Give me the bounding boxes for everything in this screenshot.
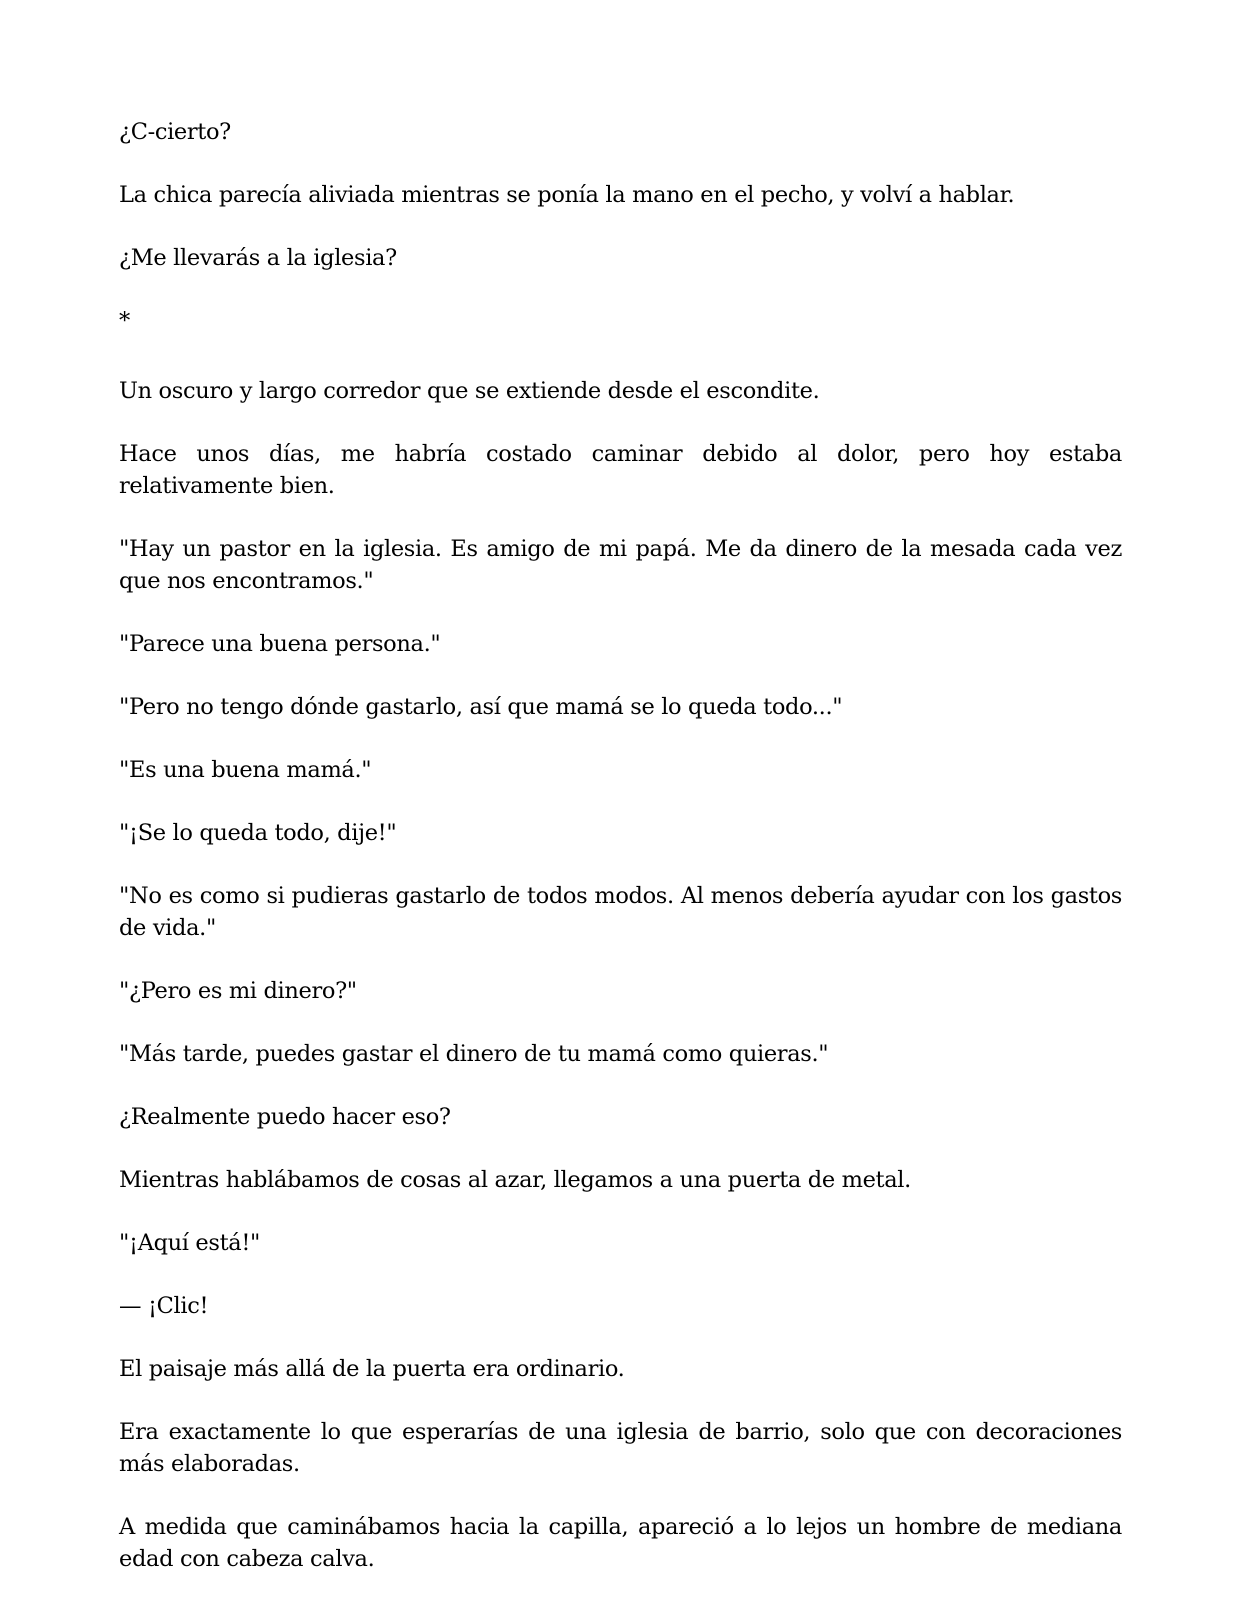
paragraph: ¿Realmente puedo hacer eso? [119,1104,451,1130]
paragraph: "¿Pero es mi dinero?" [119,978,357,1004]
paragraph: "Hay un pastor en la iglesia. Es amigo de mi papá. Me da dinero de la mesada cada vez que nos encontramos." [119,536,1122,594]
paragraph: A medida que caminábamos hacia la capilla, apareció a lo lejos un hombre de mediana edad con cabeza calva. [119,1514,1122,1572]
paragraph: ¿Me llevarás a la iglesia? [119,245,397,271]
paragraph: Hace unos días, me habría costado caminar debido al dolor, pero hoy estaba relativamente bien. [119,441,1122,499]
paragraph: "No es como si pudieras gastarlo de todos modos. Al menos debería ayudar con los gastos de vida." [119,883,1122,941]
paragraph: El paisaje más allá de la puerta era ordinario. [119,1356,625,1382]
paragraph: Mientras hablábamos de cosas al azar, llegamos a una puerta de metal. [119,1167,911,1193]
paragraph: "Pero no tengo dónde gastarlo, así que mamá se lo queda todo..." [119,694,843,720]
document-body [119,116,1122,1606]
paragraph: "¡Se lo queda todo, dije!" [119,820,397,846]
paragraph: "Es una buena mamá." [119,757,372,783]
paragraph: — ¡Clic! [119,1293,209,1319]
paragraph: Un oscuro y largo corredor que se extiende desde el escondite. [119,378,820,404]
paragraph: "Más tarde, puedes gastar el dinero de tu mamá como quieras." [119,1041,829,1067]
paragraph: "¡Aquí está!" [119,1230,261,1256]
paragraph: ¿C-cierto? [119,119,231,145]
scene-break: * [119,308,130,334]
paragraph: "Parece una buena persona." [119,631,441,657]
paragraph: La chica parecía aliviada mientras se ponía la mano en el pecho, y volví a hablar. [119,182,1015,208]
paragraph: Era exactamente lo que esperarías de una iglesia de barrio, solo que con decoraciones más elaboradas. [119,1419,1122,1477]
